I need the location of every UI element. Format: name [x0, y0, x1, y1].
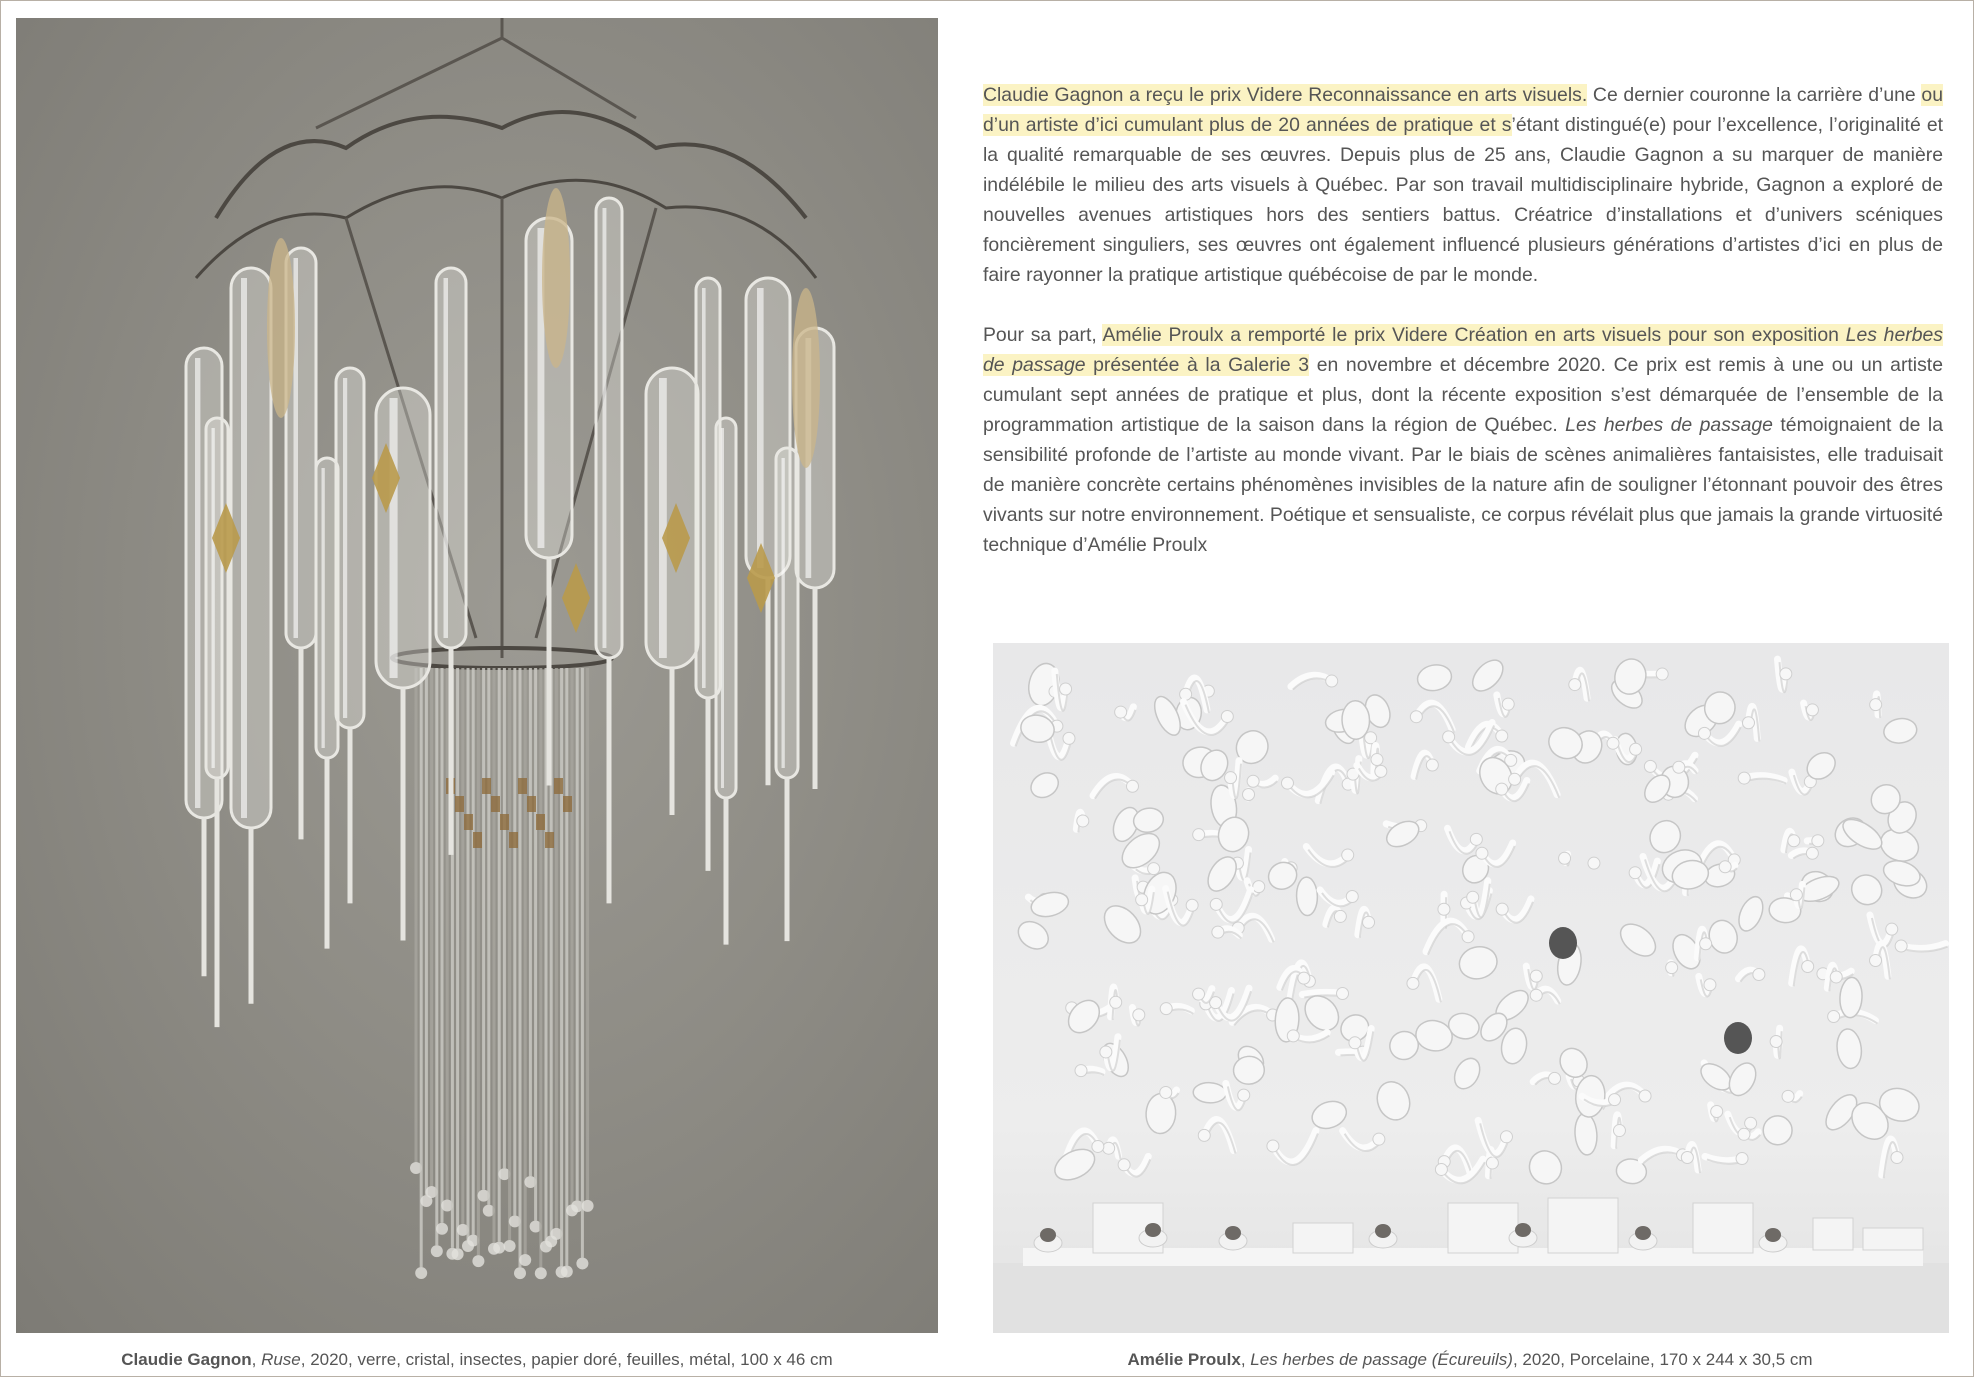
caption-right: Amélie Proulx, Les herbes de passage (Écureuils), 2020, Porcelaine, 170 x 244 x 30,5 cm: [1127, 1350, 1813, 1369]
caption-right-title: Les herbes de passage (Écureuils): [1250, 1350, 1513, 1369]
artwork-image-herbes-de-passage: [993, 643, 1949, 1333]
caption-left: Claudie Gagnon, Ruse, 2020, verre, cristal, insectes, papier doré, feuilles, métal, 100 x 46 cm: [121, 1350, 833, 1369]
paragraph-gagnon: Claudie Gagnon a reçu le prix Videre Reconnaissance en arts visuels. Ce dernier couronne la carrière d’une ou d’un artiste d’ici cumulant plus de 20 années de pratique et s’étant distingué(e) pour l’excellence, l’originalité et la qualité remarquable de ses œuvres. Depuis plus de 25 ans, Claudie Gagnon a su marquer de manière indélébile le milieu des arts visuels à Québec. Par son travail multidisciplinaire hybride, Gagnon a exploré de nouvelles avenues artistiques hors des sentiers battus. Créatrice d’installations et d’univers scéniques foncièrement singuliers, ses œuvres ont également influencé plusieurs générations d’artistes d’ici en plus de faire rayonner la pratique artistique québécoise de par le monde.: [983, 84, 1943, 286]
chandelier-sculpture: [186, 18, 834, 1279]
caption-right-details: , 2020, Porcelaine, 170 x 244 x 30,5 cm: [1512, 1350, 1813, 1369]
porcelain-wall-installation: [993, 655, 1949, 1333]
highlight-proulx-title: Les herbes de passage: [983, 324, 1943, 376]
highlight-proulx-2: présentée à la Galerie 3: [1085, 354, 1310, 376]
highlight-gagnon-1: Claudie Gagnon a reçu le prix Videre Reconnaissance en arts visuels.: [983, 84, 1588, 106]
proulx-exhibition-title: Les herbes de passage: [1565, 414, 1773, 436]
artwork-image-ruse: [16, 18, 938, 1333]
paragraph-proulx: Pour sa part, Amélie Proulx a remporté le prix Videre Création en arts visuels pour son exposition Les herbes de passage présentée à la Galerie 3 en novembre et décembre 2020. Ce prix est remis à une ou un artiste cumulant sept années de pratique et plus, dont la récente exposition s’est démarquée de l’ensemble de la programmation artistique de la saison dans la région de Québec. Les herbes de passage témoignaient de la sensibilité profonde de l’artiste au monde vivant. Par le biais de scènes animalières fantaisistes, elle traduisait de manière concrète certains phénomènes invisibles de la nature afin de souligner l’étonnant pouvoir des êtres vivants sur notre environnement. Poétique et sensualiste, ce corpus révélait plus que jamais la grande virtuosité technique d’Amélie Proulx: [983, 324, 1943, 556]
highlight-gagnon-2: ou d’un artiste d’ici cumulant plus de 20 années de pratique et s: [983, 84, 1943, 136]
caption-right-artist: Amélie Proulx: [1127, 1350, 1241, 1369]
caption-left-details: , 2020, verre, cristal, insectes, papier doré, feuilles, métal, 100 x 46 cm: [300, 1350, 833, 1369]
caption-left-title: Ruse: [261, 1350, 301, 1369]
caption-left-artist: Claudie Gagnon: [121, 1350, 252, 1369]
highlight-proulx-1: Amélie Proulx a remporté le prix Videre Création en arts visuels pour son exposition: [1102, 324, 1846, 346]
article-text: [983, 80, 1943, 590]
